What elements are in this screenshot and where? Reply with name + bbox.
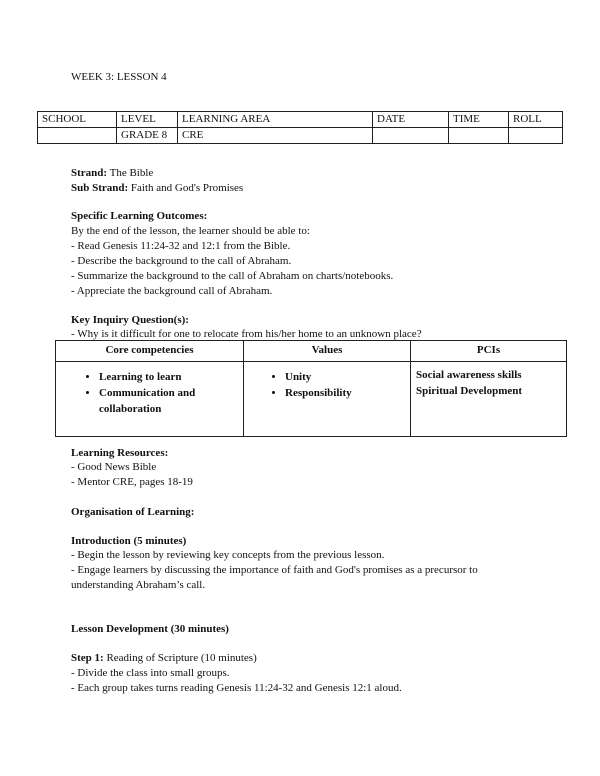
- info-table: [37, 111, 563, 144]
- step1-detail: - Divide the class into small groups.: [71, 667, 230, 679]
- introduction-line: - Engage learners by discussing the importance of faith and God's promises as a precursor to: [71, 564, 478, 576]
- introduction-line: - Begin the lesson by reviewing key concepts from the previous lesson.: [71, 549, 385, 561]
- pcis-cell: [411, 362, 567, 437]
- competency-body-row: [56, 362, 567, 437]
- info-header-learning-area: LEARNING AREA: [178, 112, 373, 128]
- info-value-school: [38, 128, 117, 144]
- inquiry-heading: Key Inquiry Question(s):: [71, 314, 189, 326]
- info-value-date: [373, 128, 449, 144]
- values-cell: [244, 362, 411, 437]
- resources-heading: Learning Resources:: [71, 447, 169, 459]
- step1-label: Step 1:: [71, 652, 104, 664]
- introduction-line: understanding Abraham’s call.: [71, 579, 206, 591]
- sub-strand-line: [71, 181, 243, 195]
- strand-value: The Bible: [107, 167, 154, 179]
- values-header: Values: [244, 341, 411, 362]
- pci-item: Social awareness skills: [416, 369, 522, 381]
- info-value-time: [449, 128, 509, 144]
- resource-item: - Good News Bible: [71, 461, 157, 473]
- sub-strand-label: Sub Strand:: [71, 182, 129, 194]
- info-value-roll: [509, 128, 563, 144]
- outcome-item: - Read Genesis 11:24-32 and 12:1 from the Bible.: [71, 240, 291, 252]
- value-item: • Responsibility: [285, 385, 409, 401]
- resource-item: - Mentor CRE, pages 18-19: [71, 476, 193, 488]
- info-table-header-row: [38, 112, 563, 128]
- info-table-value-row: [38, 128, 563, 144]
- pcis-header: PCIs: [411, 341, 567, 362]
- week-lesson-title: WEEK 3: LESSON 4: [71, 71, 167, 83]
- step1-detail: - Each group takes turns reading Genesis 11:24-32 and Genesis 12:1 aloud.: [71, 682, 402, 694]
- outcome-item: - Summarize the background to the call of Abraham on charts/notebooks.: [71, 270, 394, 282]
- step1-line: [71, 651, 257, 665]
- info-value-learning-area: CRE: [178, 128, 373, 144]
- core-competency-item: • Learning to learn: [99, 369, 242, 385]
- step1-title: Reading of Scripture (10 minutes): [103, 652, 257, 664]
- value-item: • Unity: [285, 369, 409, 385]
- info-header-roll: ROLL: [509, 112, 563, 128]
- organisation-heading: Organisation of Learning:: [71, 506, 195, 518]
- core-competencies-header: Core competencies: [56, 341, 244, 362]
- strand-label: Strand:: [71, 167, 108, 179]
- core-competency-item: • Communication and collaboration: [99, 385, 242, 417]
- outcomes-intro: By the end of the lesson, the learner should be able to:: [71, 225, 310, 237]
- introduction-heading: Introduction (5 minutes): [71, 535, 187, 547]
- info-header-school: SCHOOL: [38, 112, 117, 128]
- outcomes-heading: Specific Learning Outcomes:: [71, 210, 208, 222]
- development-heading: Lesson Development (30 minutes): [71, 623, 229, 635]
- competency-table: [55, 340, 567, 437]
- competency-header-row: [56, 341, 567, 362]
- outcome-item: - Appreciate the background call of Abraham.: [71, 285, 273, 297]
- core-competencies-cell: [56, 362, 244, 437]
- info-header-time: TIME: [449, 112, 509, 128]
- info-value-level: GRADE 8: [117, 128, 178, 144]
- pci-item: Spiritual Development: [416, 385, 523, 397]
- outcome-item: - Describe the background to the call of Abraham.: [71, 255, 292, 267]
- info-header-date: DATE: [373, 112, 449, 128]
- strand-line: [71, 166, 153, 180]
- inquiry-item: - Why is it difficult for one to relocate from his/her home to an unknown place?: [71, 328, 422, 340]
- sub-strand-value: Faith and God's Promises: [128, 182, 244, 194]
- info-header-level: LEVEL: [117, 112, 178, 128]
